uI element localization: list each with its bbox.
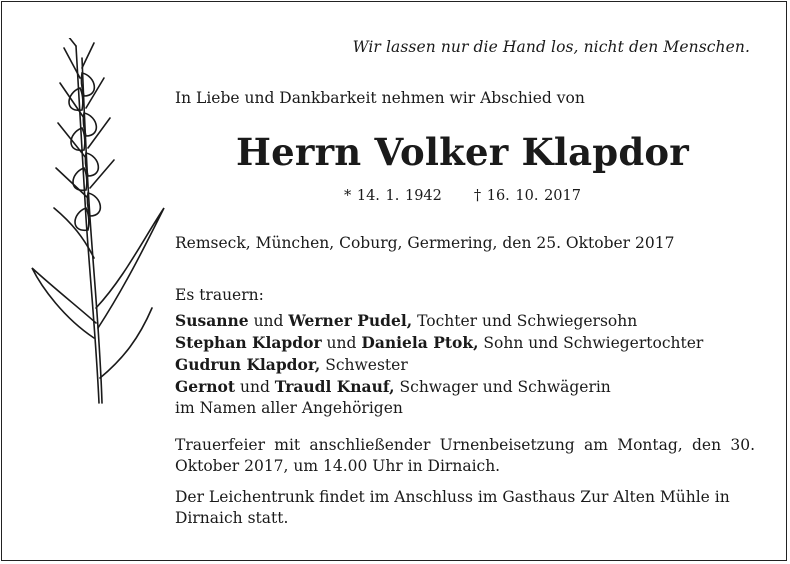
intro-text: In Liebe und Dankbarkeit nehmen wir Abschied von bbox=[175, 89, 585, 107]
motto: Wir lassen nur die Hand los, nicht den Menschen. bbox=[352, 38, 750, 56]
reception-info: Der Leichentrunk findet im Anschluss im Gasthaus Zur Alten Mühle in Dirnaich statt. bbox=[175, 488, 730, 527]
place-date: Remseck, München, Coburg, Germering, den 25. Oktober 2017 bbox=[175, 234, 675, 252]
mourner-line: Gernot und Traudl Knauf, Schwager und Schwägerin bbox=[175, 377, 611, 396]
mourners-heading: Es trauern: bbox=[175, 286, 264, 304]
mourner-line: Susanne und Werner Pudel, Tochter und Schwiegersohn bbox=[175, 311, 638, 330]
birth-date: * 14. 1. 1942 bbox=[344, 188, 442, 204]
mourners-footer: im Namen aller Angehörigen bbox=[175, 399, 403, 417]
life-dates bbox=[175, 188, 750, 204]
obituary-notice bbox=[1, 1, 787, 561]
death-date: † 16. 10. 2017 bbox=[473, 188, 581, 204]
funeral-info: Trauerfeier mit anschließender Urnenbeisetzung am Montag, den 30. Oktober 2017, um 14.00 Uhr in Dirnaich. bbox=[175, 436, 755, 475]
wheat-ear-icon bbox=[24, 38, 174, 408]
mourner-line: Gudrun Klapdor, Schwester bbox=[175, 355, 408, 374]
mourners-list bbox=[175, 285, 703, 419]
mourner-line: Stephan Klapdor und Daniela Ptok, Sohn und Schwiegertochter bbox=[175, 333, 704, 352]
deceased-name: Herrn Volker Klapdor bbox=[236, 130, 689, 174]
